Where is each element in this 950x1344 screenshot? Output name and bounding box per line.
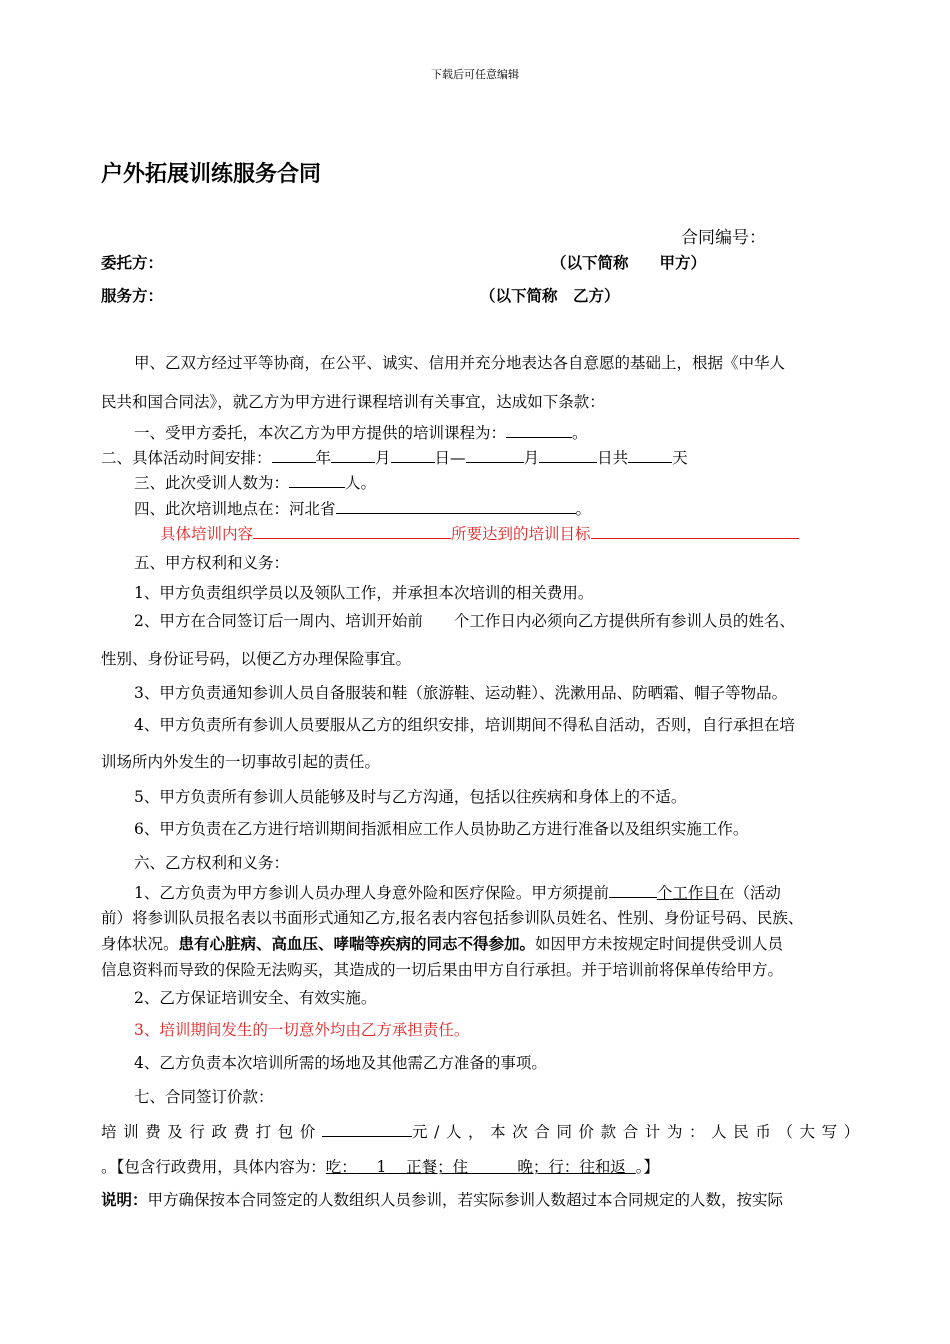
admin-fee-label: 。【包含行政费用，具体内容为： bbox=[101, 1158, 326, 1176]
training-goal-label: 所要达到的培训目标 bbox=[451, 525, 591, 543]
document-title: 户外拓展训练服务合同 bbox=[101, 162, 322, 187]
item-1c-tail: 如因甲方未按规定时间提供受训人员 bbox=[535, 935, 784, 953]
course-blank bbox=[506, 421, 572, 438]
end-month-blank bbox=[466, 446, 524, 463]
clause-1-end: 。 bbox=[572, 424, 588, 442]
section-7-admin-line bbox=[101, 1157, 659, 1177]
training-content-label: 具体培训内容 bbox=[160, 525, 254, 543]
days-blank bbox=[628, 446, 672, 463]
month-label: 月 bbox=[375, 449, 391, 467]
intro-line-2: 民共和国合同法》，就乙方为甲方进行课程培训有关事宜，达成如下条款： bbox=[101, 393, 605, 411]
section-6-item-3: 3、培训期间发生的一切意外均由乙方承担责任。 bbox=[134, 1021, 470, 1039]
item-1c-text: 身体状况。 bbox=[101, 935, 179, 953]
meals-count: 1 bbox=[376, 1158, 387, 1176]
training-goal-blank bbox=[591, 522, 799, 539]
end-day-blank bbox=[539, 446, 597, 463]
start-month-blank bbox=[331, 446, 375, 463]
section-5-item-1: 1、甲方负责组织学员以及领队工作，并承担本次培训的相关费用。 bbox=[134, 584, 594, 602]
section-6-item-2: 2、乙方保证培训安全、有效实施。 bbox=[134, 989, 377, 1007]
fee-label: 培训费及行政费打包价 bbox=[101, 1123, 323, 1141]
provider-label: 服务方： bbox=[101, 287, 164, 305]
section-6-item-4: 4、乙方负责本次培训所需的场地及其他需乙方准备的事项。 bbox=[134, 1054, 547, 1072]
section-6-item-1c bbox=[101, 934, 783, 954]
clause-4-text: 四、此次培训地点在：河北省 bbox=[134, 500, 336, 518]
nights-label: 晚；行：往和返 bbox=[517, 1158, 626, 1176]
section-6-item-1b: 前）将参训队员报名表以书面形式通知乙方,报名表内容包括参训队员姓名、性别、身份证号码、民族、 bbox=[101, 909, 804, 927]
workdays-label: 个工作日 bbox=[656, 884, 719, 902]
section-5-heading: 五、甲方权利和义务： bbox=[134, 554, 290, 572]
clause-3-end: 人。 bbox=[345, 474, 377, 492]
total-label: 日共 bbox=[597, 449, 629, 467]
fee-total-label: 元/人，本次合同价款合计为：人民币（大写） bbox=[412, 1123, 866, 1141]
note-text: 甲方确保按本合同签定的人数组织人员参训，若实际参训人数超过本合同规定的人数，按实际 bbox=[147, 1191, 784, 1209]
section-5-item-3: 3、甲方负责通知参训人员自备服装和鞋（旅游鞋、运动鞋）、洗漱用品、防晒霜、帽子等物品。 bbox=[134, 684, 788, 702]
section-5-item-6: 6、甲方负责在乙方进行培训期间指派相应工作人员协助乙方进行准备以及组织实施工作。 bbox=[134, 820, 749, 838]
training-content-blank bbox=[253, 522, 451, 539]
start-day-blank bbox=[391, 446, 435, 463]
clause-2 bbox=[101, 446, 688, 468]
client-label: 委托方： bbox=[101, 254, 164, 272]
clause-3-text: 三、此次受训人数为： bbox=[134, 474, 290, 492]
day-to-label: 日— bbox=[434, 449, 466, 467]
start-year-blank bbox=[272, 446, 316, 463]
intro-line-1: 甲、乙双方经过平等协商，在公平、诚实、信用并充分地表达各自意愿的基础上，根据《中华人 bbox=[134, 354, 786, 372]
admin-details bbox=[326, 1158, 636, 1176]
item-1a-tail: 在（活动 bbox=[718, 884, 781, 902]
year-label: 年 bbox=[315, 449, 332, 467]
unit-price-blank bbox=[322, 1120, 412, 1137]
location-blank bbox=[336, 497, 576, 514]
clause-1-text: 一、受甲方委托，本次乙方为甲方提供的培训课程为： bbox=[134, 424, 507, 442]
section-6-item-1d: 信息资料而导致的保险无法购买，其造成的一切后果由甲方自行承担。并于培训前将保单传给甲方。 bbox=[101, 961, 784, 979]
item-1a-text: 1、乙方负责为甲方参训人员办理人身意外险和医疗保险。甲方须提前 bbox=[134, 884, 609, 902]
trainee-count-blank bbox=[289, 471, 345, 488]
clause-4-end: 。 bbox=[575, 500, 592, 518]
section-6-heading: 六、乙方权利和义务： bbox=[134, 854, 290, 872]
eat-label: 吃： bbox=[325, 1158, 357, 1176]
meals-label: 正餐；住 bbox=[406, 1158, 469, 1176]
clause-4 bbox=[134, 497, 591, 519]
days-ahead-blank bbox=[609, 881, 657, 898]
section-5-item-2a: 2、甲方在合同签订后一周内、培训开始前 个工作日内必须向乙方提供所有参训人员的姓名、 bbox=[134, 612, 795, 630]
contract-number-label: 合同编号： bbox=[681, 228, 766, 248]
section-7-fee-line bbox=[101, 1120, 866, 1142]
clause-2-prefix: 二、具体活动时间安排： bbox=[101, 449, 272, 467]
client-abbr: （以下简称 甲方） bbox=[551, 254, 707, 272]
section-5-item-4b: 训场所内外发生的一切事故引起的责任。 bbox=[101, 753, 381, 771]
section-6-item-1a bbox=[134, 881, 781, 903]
days-label: 天 bbox=[672, 449, 688, 467]
note-label: 说明： bbox=[101, 1191, 148, 1209]
section-5-item-2b: 性别、身份证号码，以便乙方办理保险事宜。 bbox=[101, 650, 412, 668]
clause-3 bbox=[134, 471, 376, 493]
provider-abbr: （以下简称 乙方） bbox=[480, 287, 620, 305]
note-line bbox=[101, 1190, 783, 1210]
page-header: 下载后可任意编辑 bbox=[431, 68, 519, 81]
training-content-line bbox=[160, 522, 799, 544]
clause-1 bbox=[134, 421, 588, 443]
health-warning: 患有心脏病、高血压、哮喘等疾病的同志不得参加。 bbox=[178, 935, 536, 953]
admin-end: 。】 bbox=[635, 1158, 660, 1176]
section-5-item-5: 5、甲方负责所有参训人员能够及时与乙方沟通，包括以往疾病和身体上的不适。 bbox=[134, 788, 687, 806]
section-7-heading: 七、合同签订价款： bbox=[134, 1088, 274, 1106]
month-label-2: 月 bbox=[523, 449, 540, 467]
section-5-item-4a: 4、甲方负责所有参训人员要服从乙方的组织安排，培训期间不得私自活动，否则，自行承担在培 bbox=[134, 716, 795, 734]
